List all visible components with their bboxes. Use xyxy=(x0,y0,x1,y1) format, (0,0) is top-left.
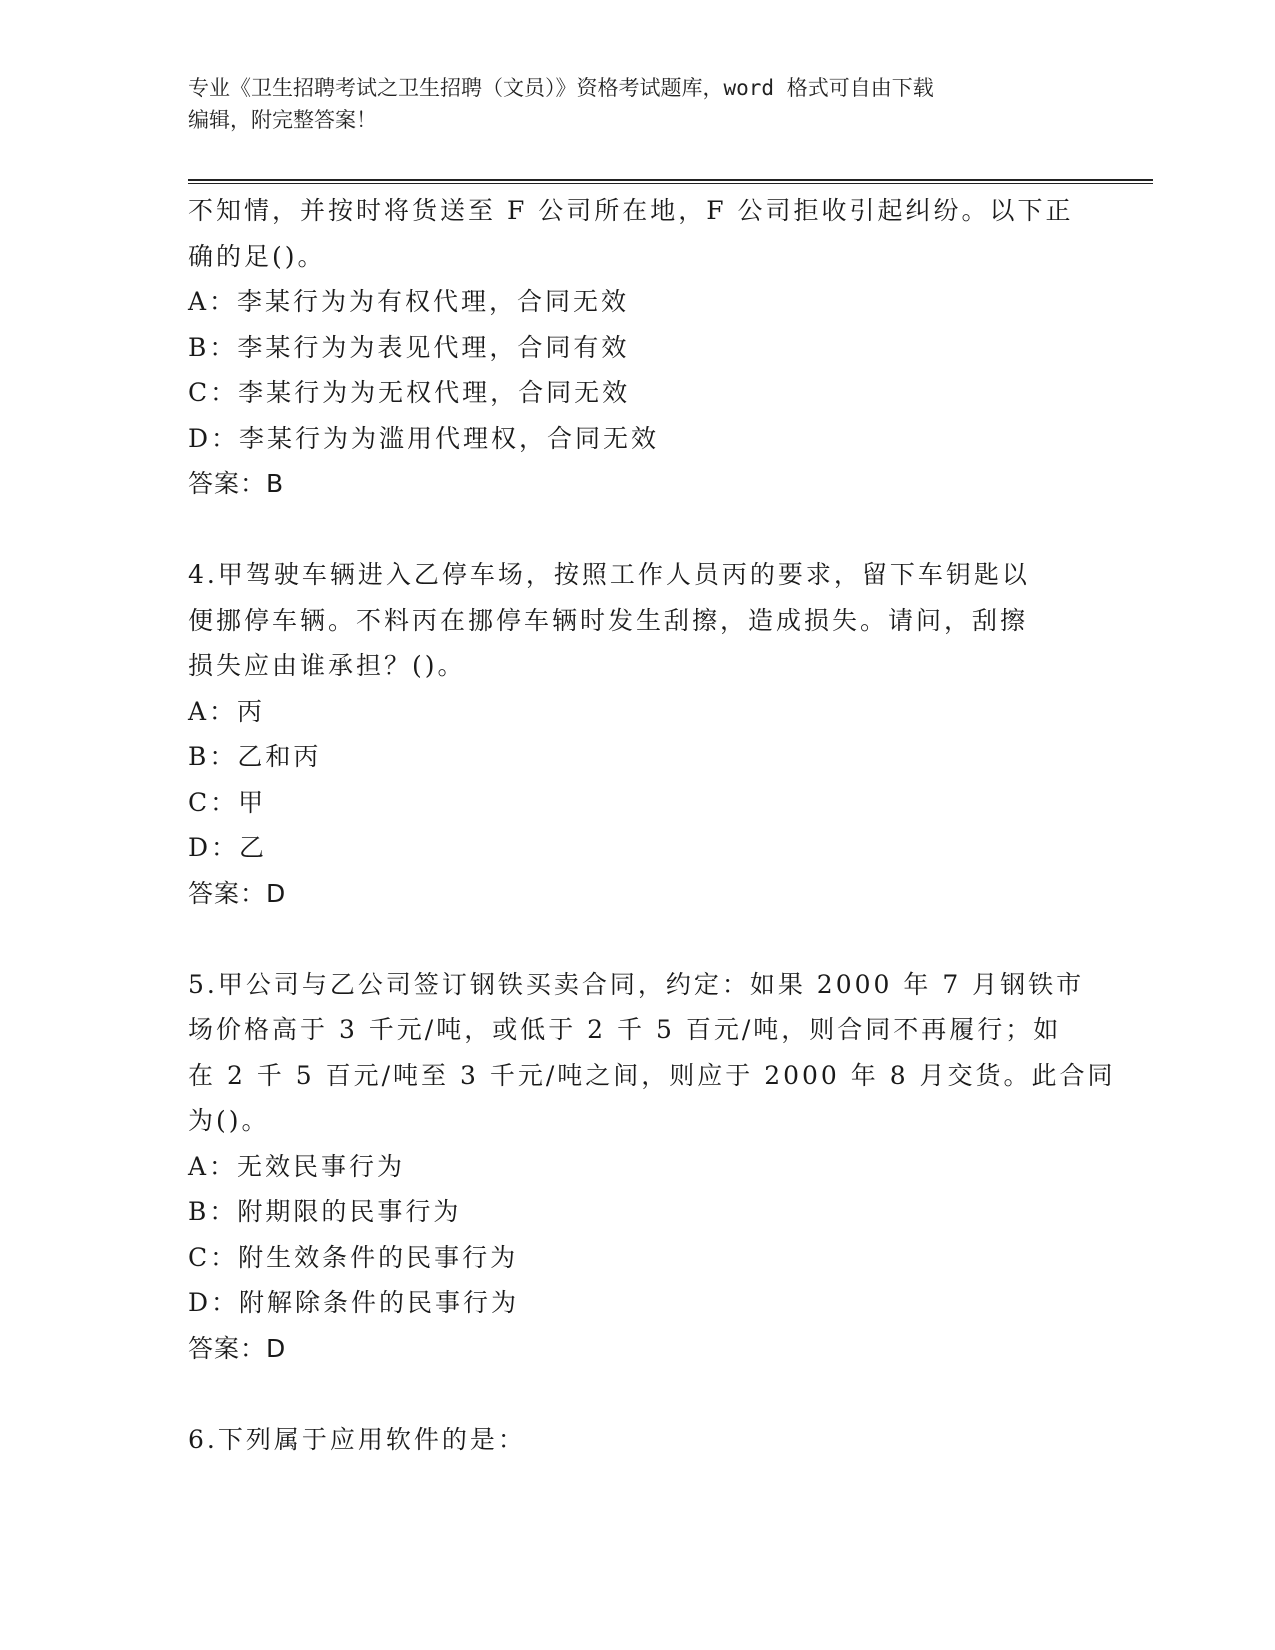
spacer xyxy=(188,507,1088,553)
answer-label: 答案：D xyxy=(188,1333,287,1363)
document-header xyxy=(188,72,1068,136)
question-stem-line: 场价格高于 3 千元/吨，或低于 2 千 5 百元/吨，则合同不再履行；如 xyxy=(188,1015,1062,1044)
option-a: A：李某行为为有权代理，合同无效 xyxy=(188,287,630,316)
header-line-1: 专业《卫生招聘考试之卫生招聘（文员）》资格考试题库，word 格式可自由下载 xyxy=(188,76,934,100)
question-4 xyxy=(188,552,1088,916)
option-c: C：李某行为为无权代理，合同无效 xyxy=(188,378,631,407)
question-stem-line: 在 2 千 5 百元/吨至 3 千元/吨之间，则应于 2000 年 8 月交货。此合同 xyxy=(188,1060,1116,1090)
question-stem-line: 不知情，并按时将货送至 F 公司所在地，F 公司拒收引起纠纷。以下正 xyxy=(188,196,1074,225)
answer-label: 答案：B xyxy=(188,469,285,498)
spacer xyxy=(188,916,1088,962)
option-d: D：乙 xyxy=(188,833,268,862)
spacer xyxy=(188,1371,1088,1417)
option-a: A：无效民事行为 xyxy=(188,1151,406,1181)
question-6 xyxy=(188,1417,1088,1463)
question-3 xyxy=(188,188,1088,507)
option-a: A：丙 xyxy=(188,696,266,726)
option-b: B：乙和丙 xyxy=(188,742,322,771)
question-stem-line: 确的足()。 xyxy=(188,241,326,271)
question-stem-line: 6.下列属于应用软件的是： xyxy=(188,1424,526,1454)
question-stem-line: 为()。 xyxy=(188,1106,270,1135)
option-c: C：甲 xyxy=(188,787,267,817)
header-line-2: 编辑，附完整答案！ xyxy=(188,108,377,132)
answer-label: 答案：D xyxy=(188,878,287,908)
question-stem-line: 便挪停车辆。不料丙在挪停车辆时发生刮擦，造成损失。请问，刮擦 xyxy=(188,605,1029,635)
question-content xyxy=(188,188,1116,1462)
option-d: D：李某行为为滥用代理权，合同无效 xyxy=(188,423,660,453)
option-b: B：李某行为为表见代理，合同有效 xyxy=(188,332,630,362)
question-stem-line: 4.甲驾驶车辆进入乙停车场，按照工作人员丙的要求，留下车钥匙以 xyxy=(188,560,1030,589)
question-stem-line: 损失应由谁承担？()。 xyxy=(188,651,466,680)
question-5 xyxy=(188,962,1116,1372)
option-d: D：附解除条件的民事行为 xyxy=(188,1288,520,1317)
header-divider xyxy=(188,179,1153,184)
question-stem-line: 5.甲公司与乙公司签订钢铁买卖合同，约定：如果 2000 年 7 月钢铁市 xyxy=(188,969,1085,999)
option-b: B：附期限的民事行为 xyxy=(188,1197,462,1226)
option-c: C：附生效条件的民事行为 xyxy=(188,1242,519,1272)
